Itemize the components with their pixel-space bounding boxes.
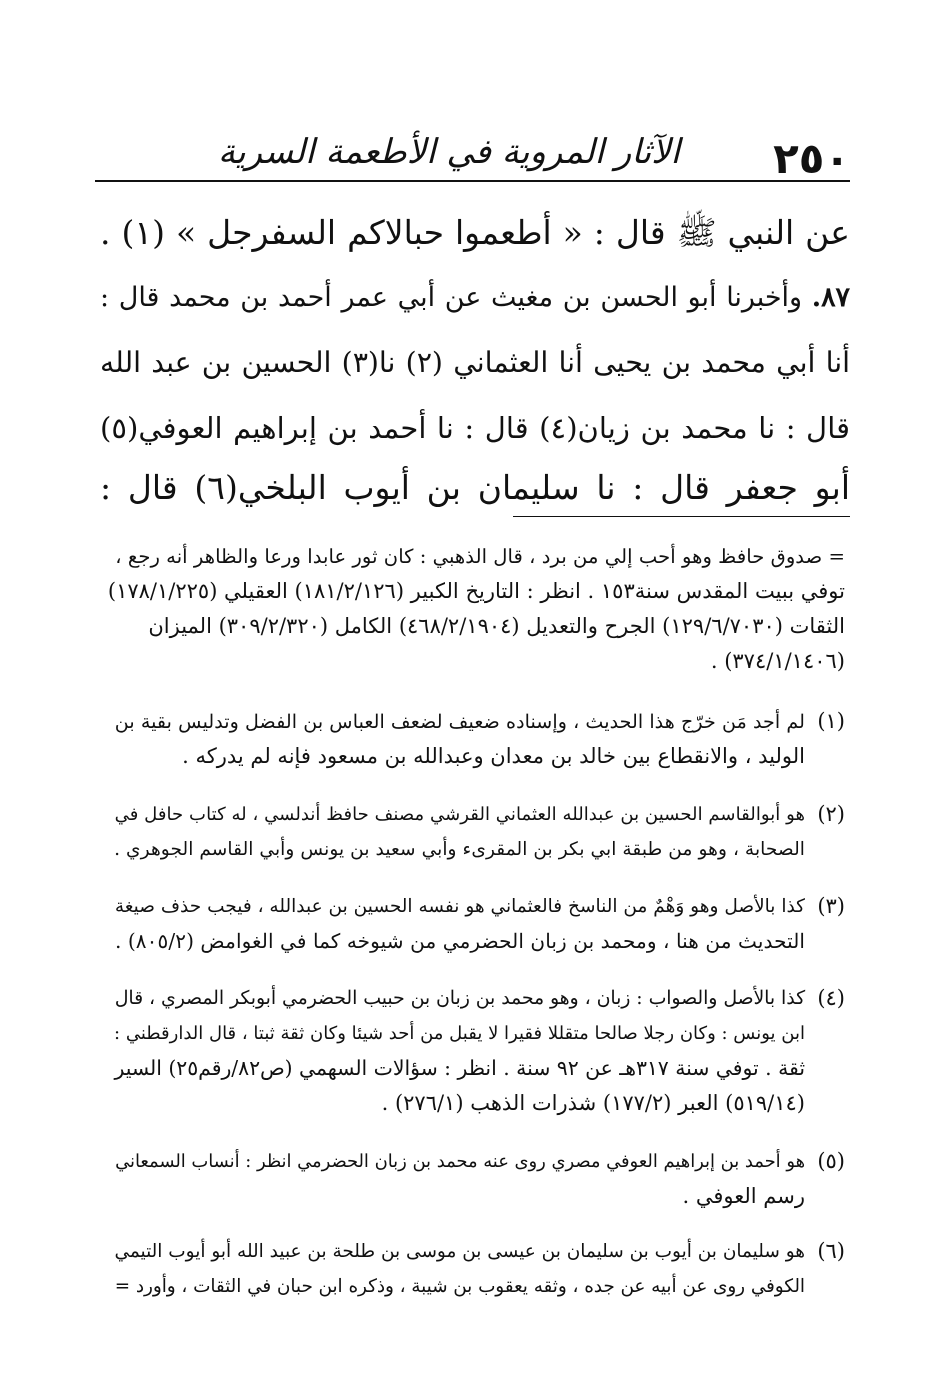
main-line-2-text: وأخبرنا أبو الحسن بن مغيث عن أبي عمر أحمد بن محمد قال : — [100, 282, 802, 313]
main-line-3: أنا أبي محمد بن يحيى أنا العثماني (٢) نا(٣) الحسين بن عبد الله — [100, 346, 850, 379]
footnote-marker: (٢) — [817, 802, 845, 826]
cont-line: = صدوق حافظ وهو أحب إلي من برد ، قال الذهبي : كان ثور عابدا ورعا والظاهر أنه رجع ، — [115, 545, 845, 568]
footnote-line: الصحابة ، وهو من طبقة ابي بكر بن المقرىء وأبي سعيد بن يونس وأبي القاسم الجوهري . — [114, 839, 805, 860]
footnote-line: كذا بالأصل وهو وَهْمٌ من الناسخ فالعثماني هو نفسه الحسين بن عبدالله ، فيجب حذف صيغة — [114, 896, 805, 917]
footnote-marker: (٦) — [817, 1239, 845, 1263]
footnote-line: ابن يونس : وكان رجلا صالحا متقللا فقيرا لا يقبل من أحد شيئا وكان ثقة ثبتا ، قال الدارقطني : — [114, 1023, 805, 1044]
footnote-line: التحديث من هنا ، ومحمد بن زبان الحضرمي من شيوخه كما في الغوامض (٨٠٥/٢) . — [115, 929, 805, 953]
running-header — [95, 128, 850, 184]
footnote-line: هو سليمان بن أيوب بن سليمان بن عيسى بن موسى بن طلحة بن عبيد الله أبو أيوب التيمي — [114, 1241, 805, 1262]
footnote-line: الوليد ، والانقطاع بين خالد بن معدان وعبدالله بن مسعود فإنه لم يدركه . — [182, 744, 805, 768]
main-line-2 — [100, 270, 850, 326]
cont-line: الثقات (١٢٩/٦/٧٠٣٠) الجرح والتعديل (٤٦٨/٢/١٩٠٤) الكامل (٣٠٩/٢/٣٢٠) الميزان — [148, 614, 845, 638]
footnote-line: هو أحمد بن إبراهيم العوفي مصري روى عنه محمد بن زبان الحضرمي انظر : أنساب السمعاني — [115, 1151, 805, 1172]
cont-line: (٣٧٤/١/١٤٠٦) . — [710, 649, 845, 673]
footnote-line: كذا بالأصل والصواب : زبان ، وهو محمد بن زبان بن حبيب الحضرمي أبوبكر المصري ، قال — [114, 988, 805, 1009]
footnote-separator — [513, 516, 850, 517]
footnotes — [100, 540, 845, 1300]
footnote-line: لم أجد مَن خرّج هذا الحديث ، وإسناده ضعيف لضعف العباس بن الفضل وتدليس بقية بن — [114, 710, 805, 733]
footnote-line: هو أبوالقاسم الحسين بن عبدالله العثماني القرشي مصنف حافظ أندلسي ، له كتاب حافل في — [114, 804, 805, 825]
main-text — [100, 205, 850, 505]
main-line-1: عن النبي ﷺ قال : « أطعموا حبالاكم السفرجل » (١) . — [100, 213, 850, 252]
footnote-line: الكوفي روى عن أبيه عن جده ، وثقه يعقوب بن شيبة ، وذكره ابن حبان في الثقات ، وأورد = — [114, 1276, 805, 1297]
footnote-marker: (٤) — [817, 986, 845, 1010]
footnote-line: رسم العوفي . — [682, 1184, 805, 1208]
footnote-line: ثقة . توفي سنة ٣١٧هـ عن ٩٢ سنة . انظر : سؤالات السهمي (ص٨٢/رقم٢٥) السير — [114, 1056, 805, 1080]
main-line-5: أبو جعفر قال : نا سليمان بن أيوب البلخي(٦) قال : — [100, 468, 850, 507]
footnote-marker: (٣) — [817, 894, 845, 918]
running-title: الآثار المروية في الأطعمة السرية — [217, 132, 680, 172]
footnote-marker: (٥) — [817, 1149, 845, 1173]
cont-line: توفي ببيت المقدس سنة١٥٣ . انظر : التاريخ الكبير (١٨١/٢/١٢٦) العقيلي (١٧٨/١/٢٢٥) — [107, 579, 845, 603]
footnote-line: (٥١٩/١٤) العبر (١٧٧/٢) شذرات الذهب (٢٧٦/١) . — [381, 1091, 805, 1115]
hadith-number: ٨٧. — [811, 282, 850, 313]
main-line-4: قال : نا محمد بن زيان(٤) قال : نا أحمد بن إبراهيم العوفي(٥) — [100, 411, 850, 445]
header-rule — [95, 180, 850, 182]
footnote-marker: (١) — [817, 709, 845, 733]
page-number: ٢٥٠ — [773, 134, 850, 183]
